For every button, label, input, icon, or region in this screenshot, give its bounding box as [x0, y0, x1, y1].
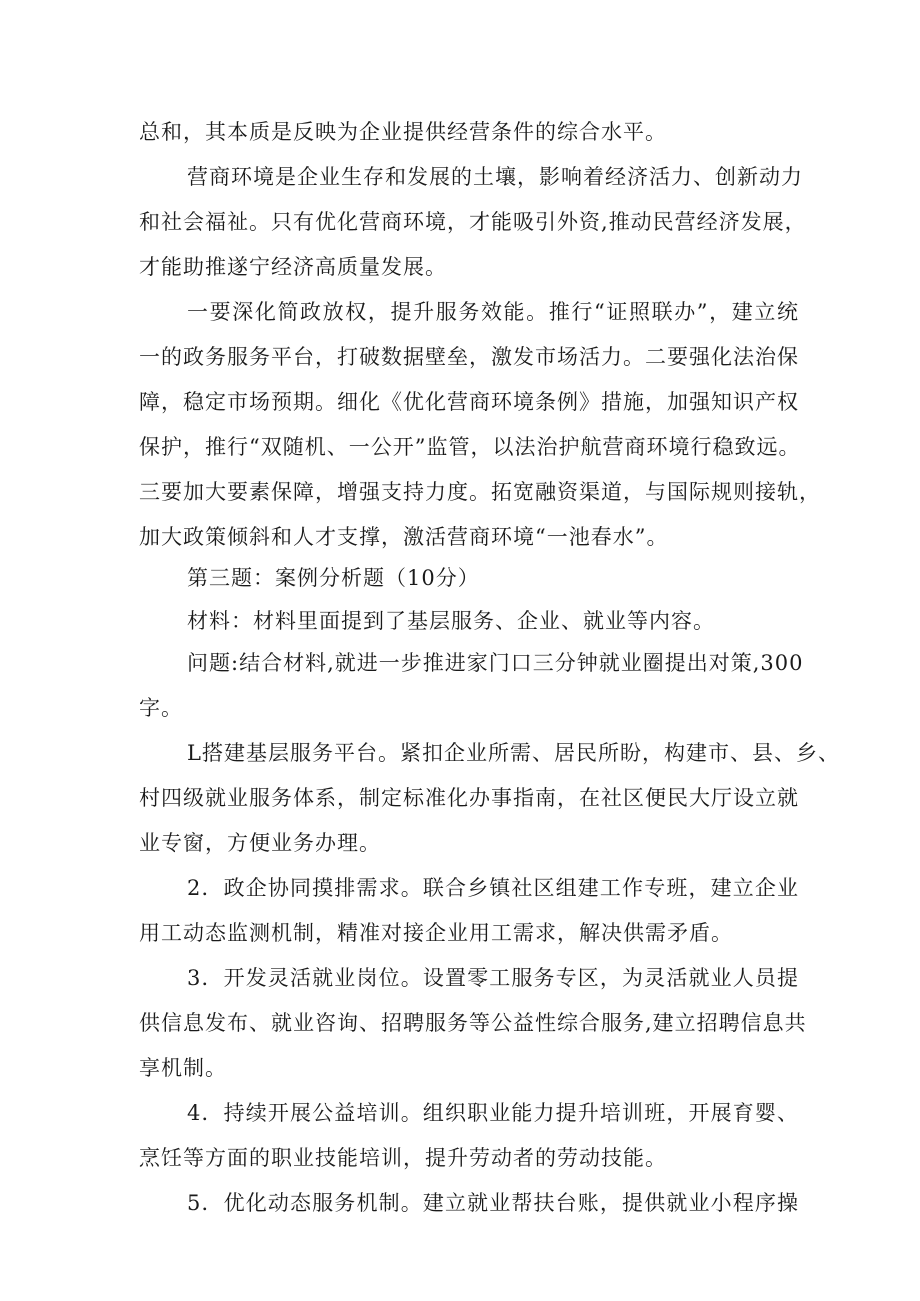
list-item: 3．开发灵活就业岗位。设置零工服务专区，为灵活就业人员提 — [187, 966, 799, 990]
section-heading: 第三题：案例分析题（10分） — [187, 566, 480, 590]
text-line: 一要深化简政放权，提升服务效能。推行“证照联办”，建立统 — [187, 300, 799, 324]
list-item: L搭建基层服务平台。紧扣企业所需、居民所盼，构建市、县、乡、 — [187, 741, 840, 765]
text-line: 用工动态监测机制，精准对接企业用工需求，解决供需矛盾。 — [139, 921, 733, 945]
text-line: 和社会福祉。只有优化营商环境，才能吸引外资,推动民营经济发展， — [139, 210, 807, 234]
text-line: 材料：材料里面提到了基层服务、企业、就业等内容。 — [187, 609, 715, 633]
text-line: 供信息发布、就业咨询、招聘服务等公益性综合服务,建立招聘信息共 — [139, 1011, 807, 1035]
text-line: 才能助推遂宁经济高质量发展。 — [139, 255, 447, 279]
text-line: 营商环境是企业生存和发展的土壤，影响着经济活力、创新动力 — [187, 165, 803, 189]
text-line: 加大政策倾斜和人才支撑，激活营商环境“一池春水”。 — [139, 525, 669, 549]
text-line: 三要加大要素保障，增强支持力度。拓宽融资渠道，与国际规则接轨， — [139, 480, 821, 504]
text-line: 问题:结合材料,就进一步推进家门口三分钟就业圈提出对策,300 — [187, 651, 804, 675]
text-line: 业专窗，方便业务办理。 — [139, 831, 381, 855]
list-item: 5．优化动态服务机制。建立就业帮扶台账，提供就业小程序操 — [187, 1191, 799, 1215]
text-line: 保护，推行“双随机、一公开”监管，以法治护航营商环境行稳致远。 — [139, 435, 801, 459]
text-line: 障，稳定市场预期。细化《优化营商环境条例》措施，加强知识产权 — [139, 390, 799, 414]
text-line: 字。 — [139, 696, 183, 720]
list-item: 2．政企协同摸排需求。联合乡镇社区组建工作专班，建立企业 — [187, 876, 799, 900]
text-line: 享机制。 — [139, 1056, 227, 1080]
text-line: 村四级就业服务体系，制定标准化办事指南，在社区便民大厅设立就 — [139, 786, 799, 810]
text-line: 一的政务服务平台，打破数据壁垒，激发市场活力。二要强化法治保 — [139, 345, 799, 369]
list-item: 4．持续开展公益培训。组织职业能力提升培训班，开展育婴、 — [187, 1101, 799, 1125]
text-line: 烹饪等方面的职业技能培训，提升劳动者的劳动技能。 — [139, 1146, 667, 1170]
text-line: 总和，其本质是反映为企业提供经营条件的综合水平。 — [139, 120, 667, 144]
